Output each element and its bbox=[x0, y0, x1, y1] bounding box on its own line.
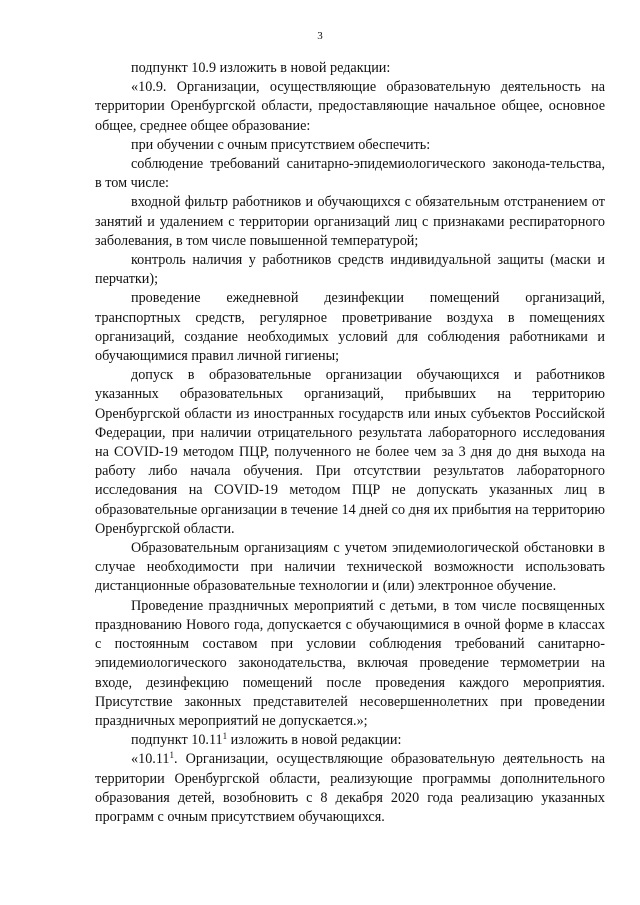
paragraph-subitem-10-9-heading: подпункт 10.9 изложить в новой редакции: bbox=[131, 60, 391, 76]
page-number: 3 bbox=[317, 30, 323, 42]
paragraph-10-9-intro: «10.9. Организации, осуществляющие образовательную деятельность на территории Оренбургской области, предоставляющие начальное общее, основное общее, среднее общее образование: bbox=[95, 79, 605, 134]
paragraph-sanitary-requirements: соблюдение требований санитарно-эпидемиологического законода-тельства, в том числе: bbox=[95, 156, 605, 192]
paragraph-subitem-10-11-heading bbox=[95, 731, 605, 750]
item-10-11-superscript: 1 bbox=[169, 750, 174, 761]
item-10-11-suffix: . Организации, осуществляющие образовательную деятельность на территории Оренбургской области, реализующие программы дополнительного образования детей, возобновить с 8 декабря 2020 года реализацию указанных программ с очным присутствием обучающихся. bbox=[95, 751, 605, 825]
paragraph-in-person-learning: при обучении с очным присутствием обеспечить: bbox=[131, 136, 431, 153]
subitem-10-11-prefix: подпункт 10.11 bbox=[131, 732, 223, 749]
paragraph-entry-filter: входной фильтр работников и обучающихся с обязательным отстранением от занятий и удалением с территории организаций лиц с признаками респираторного заболевания, в том числе повышенной температурой; bbox=[95, 194, 605, 249]
paragraph-ppe-control: контроль наличия у работников средств индивидуальной защиты (маски и перчатки); bbox=[95, 252, 605, 288]
document-body bbox=[95, 59, 605, 827]
paragraph-admission-covid-test: допуск в образовательные организации обучающихся и работников указанных образовательных организаций, прибывших на территорию Оренбургской области из иностранных государств или иных субъектов Российской Федерации, при наличии отрицательного результата лабораторного исследования на COVID-19 методом ПЦР, полученного не более чем за 3 дня до дня выхода на работу либо начала обучения. При отсутствии результатов лабораторного исследования на COVID-19 методом ПЦР не допускать указанных лиц в образовательные организации в течение 14 дней со дня их прибытия на территорию Оренбургской области. bbox=[95, 367, 605, 537]
paragraph-disinfection: проведение ежедневной дезинфекции помещений организаций, транспортных средств, регулярное проветривание воздуха в помещениях организаций, создание необходимых условий для соблюдения работниками и обучающимися правил личной гигиены; bbox=[95, 290, 605, 365]
paragraph-10-11-text bbox=[95, 750, 605, 827]
item-10-11-prefix: «10.11 bbox=[131, 751, 170, 768]
subitem-10-11-superscript: 1 bbox=[222, 731, 228, 742]
paragraph-holiday-events: Проведение праздничных мероприятий с детьми, в том числе посвященных празднованию Нового года, допускается с обучающимися в очной форме в классах с постоянным составом при условии соблюдения требований санитарно-эпидемиологического законодательства, включая проведение термометрии на входе, дезинфекцию помещений после проведения каждого мероприятия. Присутствие законных представителей несовершеннолетних при проведении праздничных мероприятий не допускается.»; bbox=[95, 597, 605, 729]
paragraph-distance-learning: Образовательным организациям с учетом эпидемиологической обстановки в случае необходимости при наличии технической возможности использовать дистанционные образовательные технологии и (или) электронное обучение. bbox=[95, 540, 605, 595]
subitem-10-11-suffix: изложить в новой редакции: bbox=[227, 732, 402, 749]
